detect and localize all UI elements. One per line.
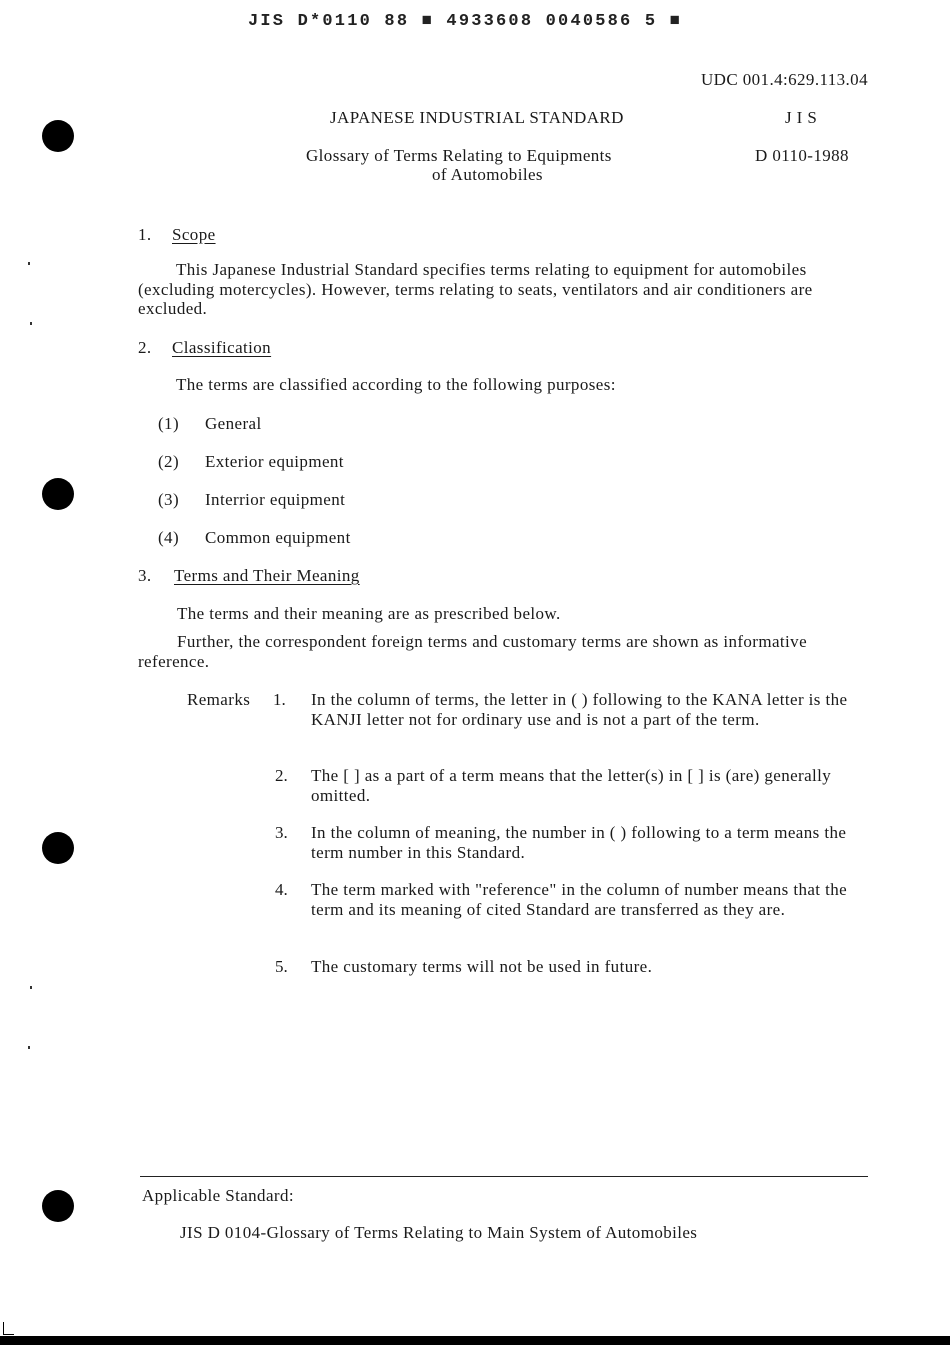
list-item-number: (1)	[158, 414, 180, 433]
remark-text: The [ ] as a part of a term means that the letter(s) in [ ] is (are) generally omitted.	[311, 766, 832, 805]
remark-text: In the column of meaning, the number in ( ) following to a term means the term number in this Standard.	[311, 823, 847, 862]
section-heading-classification: Classification	[172, 338, 272, 357]
list-item-label: Common equipment	[205, 528, 351, 547]
punch-hole	[42, 478, 74, 510]
title-line-2: of Automobiles	[432, 165, 543, 184]
scan-speck	[28, 1046, 30, 1049]
list-item-label: Interrior equipment	[205, 490, 346, 509]
list-item-number: (4)	[158, 528, 180, 547]
section-number: 2.	[138, 338, 152, 357]
remark-number: 1.	[273, 690, 286, 709]
remark-text: In the column of terms, the letter in ( ) following to the KANA letter is the KANJI letter not for ordinary use and is not a part of the term.	[311, 690, 848, 729]
scan-corner-mark	[3, 1322, 14, 1335]
remark-number: 3.	[275, 823, 288, 842]
applicable-label: Applicable Standard:	[142, 1186, 294, 1205]
list-item-label: General	[205, 414, 262, 433]
scan-bottom-edge	[0, 1336, 950, 1345]
remarks-label: Remarks	[187, 690, 251, 709]
classification-intro: The terms are classified according to the following purposes:	[176, 375, 616, 394]
scan-speck	[28, 262, 30, 265]
section-heading-scope: Scope	[172, 225, 216, 244]
section-number: 1.	[138, 225, 152, 244]
footer-rule	[140, 1176, 868, 1177]
punch-hole	[42, 1190, 74, 1222]
jis-mark: J I S	[785, 108, 818, 127]
list-item-label: Exterior equipment	[205, 452, 344, 471]
section-heading-terms: Terms and Their Meaning	[174, 566, 360, 585]
list-item-number: (3)	[158, 490, 180, 509]
scan-speck	[30, 986, 32, 989]
remark-number: 5.	[275, 957, 288, 976]
standard-name: JAPANESE INDUSTRIAL STANDARD	[330, 108, 624, 127]
section-number: 3.	[138, 566, 152, 585]
remark-number: 2.	[275, 766, 288, 785]
title-line-1: Glossary of Terms Relating to Equipments	[306, 146, 612, 165]
doc-number: D 0110-1988	[755, 146, 849, 165]
punch-hole	[42, 832, 74, 864]
remark-text: The customary terms will not be used in future.	[311, 957, 653, 976]
scan-speck	[30, 322, 32, 325]
remark-number: 4.	[275, 880, 288, 899]
remark-text: The term marked with "reference" in the column of number means that the term and its meaning of cited Standard are transferred as they are.	[311, 880, 848, 919]
punch-hole	[42, 120, 74, 152]
header-code: JIS D*0110 88 ■ 4933608 0040586 5 ■	[248, 12, 683, 31]
scope-text: This Japanese Industrial Standard specifies terms relating to equipment for automobiles (excluding motercycles). However, terms relating to seats, ventilators and air conditioners are excluded.	[138, 260, 813, 318]
terms-paragraph-1: The terms and their meaning are as prescribed below.	[177, 604, 561, 623]
terms-paragraph-2: Further, the correspondent foreign terms and customary terms are shown as informative reference.	[138, 632, 808, 671]
list-item-number: (2)	[158, 452, 180, 471]
applicable-standard: JIS D 0104-Glossary of Terms Relating to Main System of Automobiles	[180, 1223, 698, 1242]
udc-number: UDC 001.4:629.113.04	[701, 70, 868, 89]
